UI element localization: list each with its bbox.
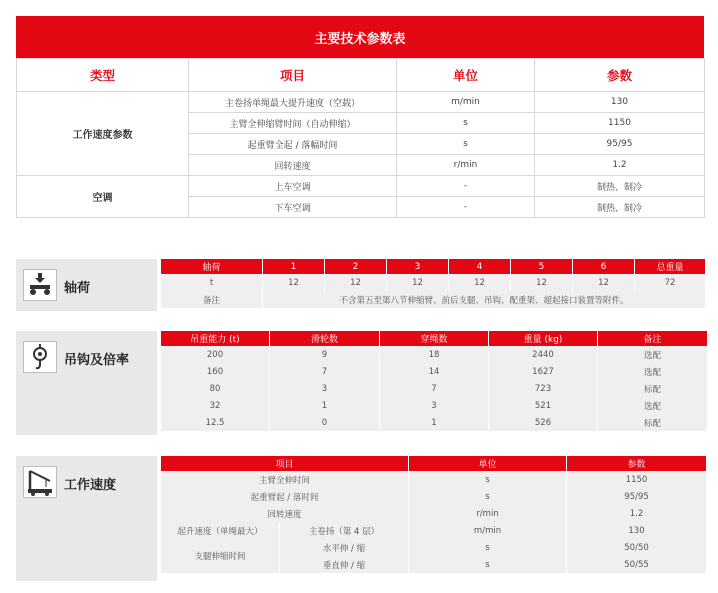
hook-cell: 32 bbox=[161, 397, 270, 414]
table-row bbox=[161, 414, 708, 431]
hook-cell: 3 bbox=[270, 380, 380, 397]
speed-cell: 水平伸 / 缩 bbox=[280, 539, 409, 556]
hook-cell: 2440 bbox=[489, 346, 598, 363]
value-cell: 制热、制冷 bbox=[535, 197, 705, 218]
speed-cell: 1.2 bbox=[567, 505, 707, 522]
header-item: 项目 bbox=[189, 59, 397, 92]
hook-cell: 723 bbox=[489, 380, 598, 397]
header-value: 参数 bbox=[535, 59, 705, 92]
value-cell: 130 bbox=[535, 92, 705, 113]
unit-cell: s bbox=[397, 134, 535, 155]
hook-header: 穿绳数 bbox=[380, 331, 489, 346]
axle-cell: t bbox=[161, 274, 263, 291]
header-row bbox=[161, 456, 707, 471]
axle-title: 轴荷 bbox=[64, 281, 91, 296]
hook-cell: 1 bbox=[270, 397, 380, 414]
hook-cell: 0 bbox=[270, 414, 380, 431]
hook-cell: 1 bbox=[380, 414, 489, 431]
speed-cell: 主卷扬（第 4 层） bbox=[280, 522, 409, 539]
axle-header: 6 bbox=[573, 259, 635, 274]
unit-cell: - bbox=[397, 176, 535, 197]
axle-cell: 72 bbox=[635, 274, 706, 291]
speed-cell: 回转速度 bbox=[161, 505, 409, 522]
axle-header: 3 bbox=[387, 259, 449, 274]
table-row bbox=[161, 291, 706, 308]
header-row bbox=[161, 331, 708, 346]
axle-cell: 12 bbox=[325, 274, 387, 291]
speed-cell: 95/95 bbox=[567, 488, 707, 505]
axle-cell: 12 bbox=[263, 274, 325, 291]
axle-cell: 12 bbox=[573, 274, 635, 291]
hook-cell: 521 bbox=[489, 397, 598, 414]
category-cell: 空调 bbox=[17, 176, 189, 218]
axle-header: 5 bbox=[511, 259, 573, 274]
speed-table bbox=[160, 456, 707, 573]
item-cell: 回转速度 bbox=[189, 155, 397, 176]
hook-cell: 526 bbox=[489, 414, 598, 431]
category-cell: 工作速度参数 bbox=[17, 92, 189, 176]
speed-cell: r/min bbox=[409, 505, 567, 522]
value-cell: 1150 bbox=[535, 113, 705, 134]
value-cell: 制热、制冷 bbox=[535, 176, 705, 197]
hook-header: 吊重能力 (t) bbox=[161, 331, 270, 346]
item-cell: 主卷扬单绳最大提升速度（空载） bbox=[189, 92, 397, 113]
axle-header: 总重量 bbox=[635, 259, 706, 274]
header-unit: 单位 bbox=[397, 59, 535, 92]
hook-cell: 标配 bbox=[598, 414, 708, 431]
speed-section-label bbox=[16, 456, 157, 581]
hook-title: 吊钩及倍率 bbox=[64, 353, 130, 368]
hook-cell: 1627 bbox=[489, 363, 598, 380]
table-row bbox=[161, 505, 707, 522]
axle-table bbox=[160, 259, 706, 308]
speed-header: 单位 bbox=[409, 456, 567, 471]
table-row bbox=[17, 176, 705, 197]
item-cell: 起重臂全起 / 落幅时间 bbox=[189, 134, 397, 155]
table-row bbox=[161, 380, 708, 397]
hook-section-label bbox=[16, 331, 157, 435]
table-row bbox=[17, 92, 705, 113]
hook-cell: 14 bbox=[380, 363, 489, 380]
axle-note: 不含第五至第八节伸缩臂、前后支腿、吊钩、配重架、超起接口装置等附件。 bbox=[263, 291, 706, 308]
value-cell: 95/95 bbox=[535, 134, 705, 155]
speed-cell: 垂直伸 / 缩 bbox=[280, 556, 409, 573]
speed-header: 项目 bbox=[161, 456, 409, 471]
unit-cell: s bbox=[397, 113, 535, 134]
hook-table bbox=[160, 331, 708, 431]
hook-cell: 80 bbox=[161, 380, 270, 397]
speed-cell: s bbox=[409, 471, 567, 488]
header-row bbox=[17, 59, 705, 92]
speed-cell: 50/55 bbox=[567, 556, 707, 573]
axle-cell: 12 bbox=[449, 274, 511, 291]
value-cell: 1.2 bbox=[535, 155, 705, 176]
hook-header: 滑轮数 bbox=[270, 331, 380, 346]
speed-cell: 起升速度（单绳最大） bbox=[161, 522, 280, 539]
speed-cell: 主臂全伸时间 bbox=[161, 471, 409, 488]
axle-header: 4 bbox=[449, 259, 511, 274]
table-row bbox=[161, 346, 708, 363]
table-row bbox=[161, 539, 707, 556]
axle-section-label bbox=[16, 259, 157, 311]
speed-cell: 50/50 bbox=[567, 539, 707, 556]
unit-cell: r/min bbox=[397, 155, 535, 176]
hook-header: 重量 (kg) bbox=[489, 331, 598, 346]
hook-cell: 3 bbox=[380, 397, 489, 414]
hook-cell: 160 bbox=[161, 363, 270, 380]
speed-header: 参数 bbox=[567, 456, 707, 471]
item-cell: 上车空调 bbox=[189, 176, 397, 197]
table-row bbox=[161, 397, 708, 414]
hook-cell: 选配 bbox=[598, 346, 708, 363]
hook-cell: 12.5 bbox=[161, 414, 270, 431]
table-row bbox=[161, 471, 707, 488]
speed-cell: 支腿伸缩时间 bbox=[161, 539, 280, 573]
main-table-title: 主要技术参数表 bbox=[16, 16, 704, 58]
axle-cell: 12 bbox=[511, 274, 573, 291]
hook-cell: 7 bbox=[270, 363, 380, 380]
hook-icon bbox=[23, 341, 57, 373]
hook-cell: 7 bbox=[380, 380, 489, 397]
crane-icon bbox=[23, 466, 57, 498]
item-cell: 主臂全伸缩臂时间（自动伸缩） bbox=[189, 113, 397, 134]
axle-header: 1 bbox=[263, 259, 325, 274]
hook-cell: 标配 bbox=[598, 380, 708, 397]
hook-cell: 选配 bbox=[598, 363, 708, 380]
hook-header: 备注 bbox=[598, 331, 708, 346]
table-row bbox=[161, 274, 706, 291]
speed-cell: 1150 bbox=[567, 471, 707, 488]
header-type: 类型 bbox=[17, 59, 189, 92]
axle-header: 2 bbox=[325, 259, 387, 274]
speed-title: 工作速度 bbox=[64, 478, 117, 493]
main-spec-table bbox=[16, 58, 705, 218]
table-row bbox=[161, 363, 708, 380]
hook-cell: 9 bbox=[270, 346, 380, 363]
speed-cell: m/min bbox=[409, 522, 567, 539]
speed-cell: s bbox=[409, 556, 567, 573]
hook-cell: 200 bbox=[161, 346, 270, 363]
hook-cell: 选配 bbox=[598, 397, 708, 414]
unit-cell: - bbox=[397, 197, 535, 218]
hook-cell: 18 bbox=[380, 346, 489, 363]
axle-note-label: 备注 bbox=[161, 291, 263, 308]
header-row bbox=[161, 259, 706, 274]
speed-cell: s bbox=[409, 488, 567, 505]
speed-cell: 起重臂起 / 落时间 bbox=[161, 488, 409, 505]
table-row bbox=[161, 522, 707, 539]
axle-cell: 12 bbox=[387, 274, 449, 291]
speed-cell: s bbox=[409, 539, 567, 556]
axle-load-icon bbox=[23, 269, 57, 301]
table-row bbox=[161, 488, 707, 505]
unit-cell: m/min bbox=[397, 92, 535, 113]
item-cell: 下车空调 bbox=[189, 197, 397, 218]
axle-header: 轴荷 bbox=[161, 259, 263, 274]
speed-cell: 130 bbox=[567, 522, 707, 539]
